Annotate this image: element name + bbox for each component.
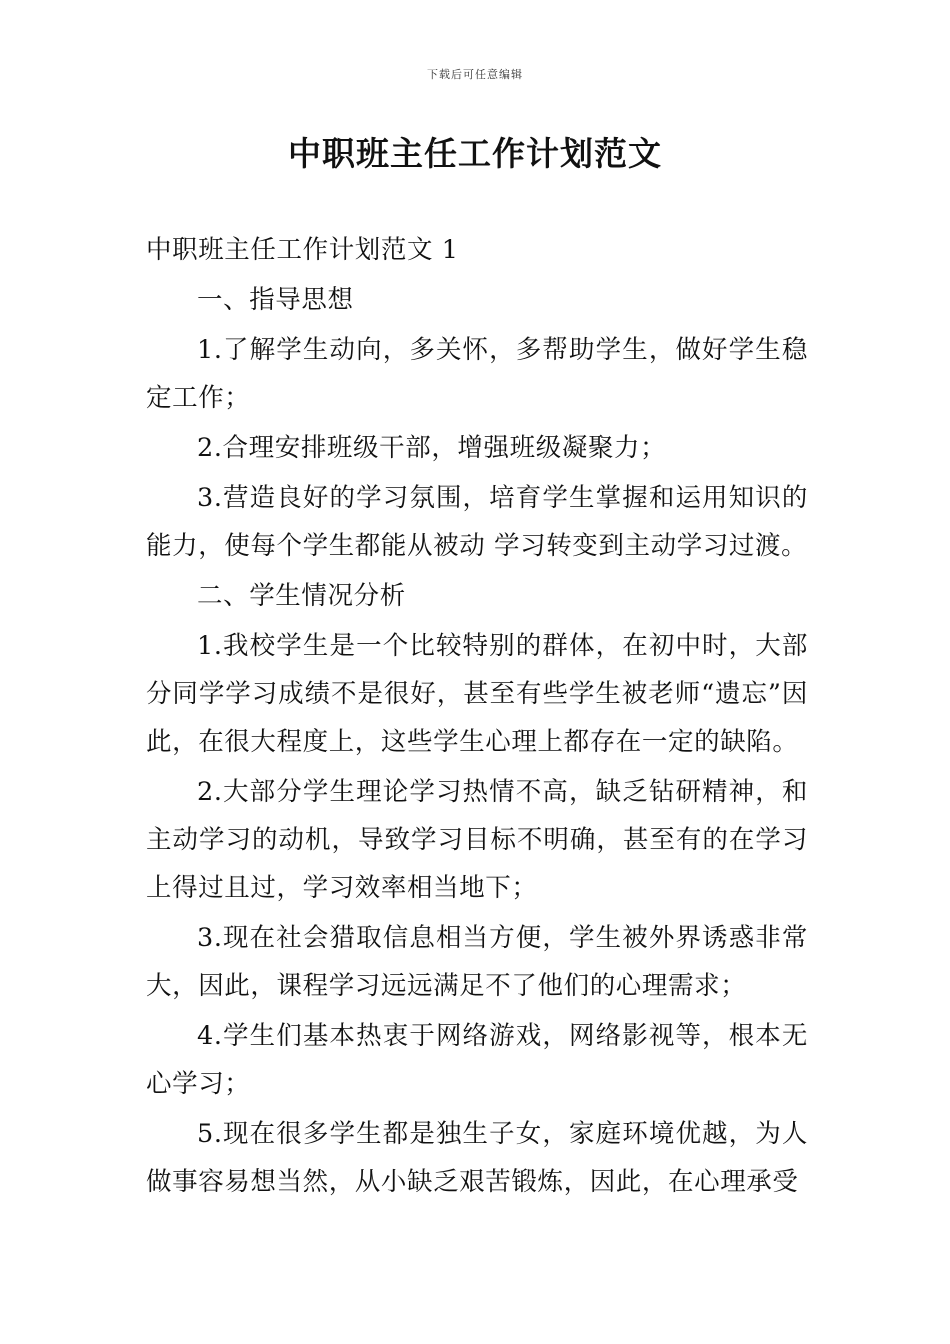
section-heading: 一、指导思想 bbox=[197, 285, 354, 315]
document-body bbox=[146, 226, 808, 1208]
section-heading: 二、学生情况分析 bbox=[197, 581, 406, 611]
paragraph: 5.现在很多学生都是独生子女，家庭环境优越，为人做事容易想当然，从小缺乏艰苦锻炼，因此，在心理承受 bbox=[146, 1119, 808, 1197]
paragraph: 2.合理安排班级干部，增强班级凝聚力； bbox=[197, 433, 667, 463]
paragraph: 3.营造良好的学习氛围，培育学生掌握和运用知识的能力，使每个学生都能从被动 学习转变到主动学习过渡。 bbox=[146, 483, 808, 561]
paragraph: 1.我校学生是一个比较特别的群体，在初中时，大部分同学学习成绩不是很好，甚至有些学生被老师“遗忘”因此，在很大程度上，这些学生心理上都存在一定的缺陷。 bbox=[146, 631, 808, 757]
paragraph: 4.学生们基本热衷于网络游戏，网络影视等，根本无心学习； bbox=[146, 1021, 808, 1099]
paragraph: 2.大部分学生理论学习热情不高，缺乏钻研精神，和主动学习的动机，导致学习目标不明确，甚至有的在学习上得过且过，学习效率相当地下； bbox=[146, 777, 808, 903]
page-title: 中职班主任工作计划范文 bbox=[288, 134, 662, 173]
paragraph: 3.现在社会猎取信息相当方便，学生被外界诱惑非常大，因此，课程学习远远满足不了他们的心理需求； bbox=[146, 923, 808, 1001]
document-subtitle: 中职班主任工作计划范文 1 bbox=[146, 235, 459, 265]
header-note: 下载后可任意编辑 bbox=[427, 68, 523, 81]
paragraph: 1.了解学生动向，多关怀，多帮助学生，做好学生稳定工作； bbox=[146, 335, 808, 413]
